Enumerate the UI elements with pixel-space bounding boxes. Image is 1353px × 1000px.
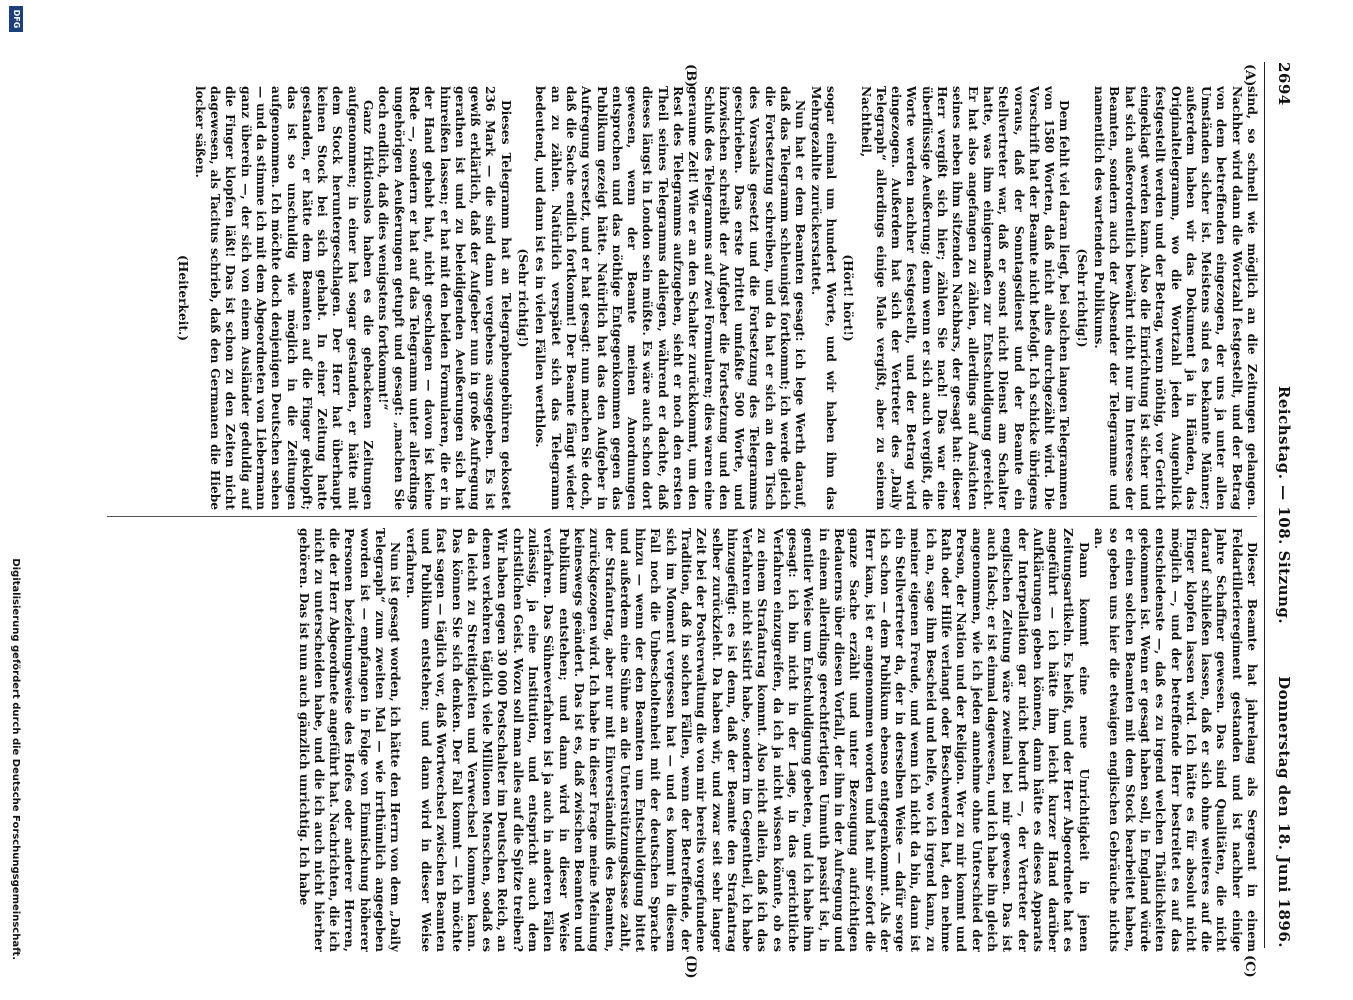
paragraph: Nun hat er dem Beamten gesagt: ich lege Werth darauf, daß das Telegramm schleunigst fortkommt; ich werde gleich die Fortsetzung schreiben, und da hat er sich an den Tisch des Vorsaals gesetzt und die Fortsetzung des Telegramms geschrieben. Das erste Drittel umfaßte 500 Worte, und inzwischen schreibt der Aufgeber die Fortsetzung und den Schluß des Telegramms auf zwei Formularen; dies waren eine geraume Zeit! Wie er an den Schalter zurückkommt, um den Rest des Telegramms aufzugeben, sieht er noch den ersten Theil seines Telegramms daliegen, während er dachte, daß dieses längst in London sein müßte. Es wäre auch schon dort gewesen, wenn der Beamte meinen Anordnungen entsprochen und das nöthige Entgegenkommen gegen das Publikum gezeigt hätte. Natürlich hat das den Aufgeber in Aufregung versetzt, und er hat gesagt: nun machen Sie doch, daß die Sache endlich fortkommt! Der Beamte fängt wieder an zu zählen. Natürlich verspätet sich das Telegramm bedeutend, und dann ist es in vielen Fällen werthlos. — [533, 86, 808, 510]
page-title: Reichstag. — 108. Sitzung. — [1275, 385, 1293, 625]
paragraph: Dann kommt eine neue Unrichtigkeit in jenen Zeitungsartikeln. Es heißt, und der Herr Abgeordnete hat es angeführt — ich hätte ihm leicht kurzer Hand darüber Aufklärungen geben können, dann hätte es dieses Apparats der Interpellation gar nicht bedurft —, der Vertreter der englischen Zeitung wäre zweimal bei mir gewesen. Das ist auch falsch; er ist einmal dagewesen, und ich habe ihn gleich angenommen, wie ich jeden annehme ohne Unterschied der Person, der Nation und der Religion. Wer zu mir kommt und Rath oder Hilfe verlangt oder Beschwerden hat, den nehme ich an, sage ihm Bescheid und helfe, wo ich irgend kann, zu meiner eigenen Freude, und wenn ich nicht da bin, dann ist ein Stellvertreter da, der in derselben Weise — dafür sorge ich schon — dem Publikum ebenso entgegenkommt. Als der Herr kam, ist er angenommen worden und hat mir sofort die ganze Sache erzählt und unter Bezeugung aufrichtigen Bedauerns über diesen Vorfall, der ihm in der Aufregung und in einem allerdings gerechtfertigten Unmuth passirt ist, in gentiler Weise um Entschuldigung gebeten, und ich habe ihm gesagt: ich bin nicht in der Lage, in das gerichtliche Verfahren einzugreifen, da ich ja nicht wissen könnte, ob es zu einem Strafantrag kommt. Also nicht allein, daß ich das Verfahren nicht sistirt habe, sondern im Gegentheil, ich habe hinzugefügt: es ist denn, daß der Beamte den Strafantrag selber zurückzieht. Da haben wir, und zwar seit sehr langer Zeit bei der Postverwaltung die von mir bereits vorgefundene Tradition, daß in solchen Fällen, wenn der Betreffende, der sich im Moment vergessen hat — und es kommt in diesem Fall noch die Unbescholtenheit mit der deutschen Sprache hinzu — wenn der den Beamten um Entschuldigung bittet und außerdem eine Sühne an die Unterstützungskasse zahlt, der Strafantrag, aber nur mit Einverständniß des Beamten, zurückgezogen wird. Ich habe in dieser Frage meine Meinung keineswegs geändert. Das ist es, daß zwischen Beamten und Publikum entstehen; und dann wird in dieser Weise verfahren. Das Sühneverfahren ist ja auch in anderen Fällen zulässig, ja eine Institution, und entspricht auch dem christlichen Geist. Wozu soll man alles auf die Spitze treiben? Wir haben gegen 30 000 Postschalter im Deutschen Reich, an denen verkehren täglich viele Millionen Menschen, sodaß es da leicht zu Streitigkeiten und Verwechsel kommen kann. Das können Sie sich denken. Der Fall kommt — ich möchte fast sagen — täglich vor, daß Wortwechsel zwischen Beamten und Publikum entstehen; und dann wird in dieser Weise verfahren. — [403, 528, 1091, 952]
interjection: (Heiterkeit.) — [175, 255, 190, 341]
digitization-credit — [7, 0, 23, 1000]
right-text-column — [79, 528, 1259, 952]
interjection: (Sehr richtig!) — [1074, 248, 1089, 348]
paragraph: Dem fehlt viel daran liegt, bei solchen langen Telegrammen von 1580 Worten, daß nicht alles durchgezählt wird. Die Vorschrift hat der Beamte nicht befolgt. Ich schicke übrigens voraus, daß der Sonntagsdienst und der Beamte ein Stellvertreter war, daß er sonst nicht Dienst am Schalter hatte, was ihm einigermaßen zur Entschuldigung gereicht. Er hat also angefangen zu zählen, allerdings auf Ansichten seines neben ihm sitzenden Nachbars, der gesagt hat: dieser Herr vergißt sich hier; zählen Sie nach! Das war eine überflüssige Aeußerung; denn wenn er sich auch vergißt, die Worte werden nachher festgestellt, und der Betrag wird eingezogen. Außerdem hat sich der Vertreter des „Daily Telegraph“ allerdings einige Male vergißt, aber zu seinem Nachtheil, — [858, 86, 1072, 510]
paragraph: Dieser Beamte hat jahrelang als Sergeant in einem Feldartillerieregiment gestanden und ist nachher einige Jahre Schaffner gewesen. Das sind Qualitäten, die nicht darauf schließen lassen, daß er sich ohne weiteres auf die Finger klopfen lassen wird. Ich hätte es für absolut nicht möglich —, und der betreffende Herr bestreitet es auf das entschiedenste —, daß es zu irgend welchen Thätlichkeiten gekommen ist. Wenn er gesagt haben soll, in England würde er einen solchen Beamten mit dem Stock bearbeitet haben, so geben uns hier die etwaigen englischen Gebräuche nichts an. — [1092, 528, 1259, 952]
paragraph: Nun ist gesagt worden, ich hätte den Herrn von dem „Daily Telegraph“ zum zweiten Mal — wie irrthümlich angegeben worden ist — empfangen in Folge von Einmischung höherer Personen beziehungsweise des Hofes oder anderer Herren, die der Herr Abgeordnete angeführt hat. Nachrichten, die ich nicht zu unterscheiden habe, und die ich auch nicht hierher gehören. Das ist nun auch gänzlich unrichtig. Ich habe — [296, 528, 403, 952]
paragraph: sind, so schnell wie möglich an die Zeitungen gelangen. Nachher wird dann die Wortzahl festgestellt, und der Betrag von dem betreffenden eingezogen, der uns ja unter allen Umständen sicher ist. Meistens sind es bekannte Männer; außerdem haben wir das Dokument ja in Händen, das Originaltelegramm, wo die Wortzahl jeden Augenblick festgestellt werden und der Betrag, wenn nöthig, vor Gericht eingeklagt werden kann. Also die Einrichtung ist sicher und hat sich außerordentlich bewährt nicht nur im Interesse der Beamten, sondern auch der Absender der Telegramme und namentlich des wartenden Publikums. — [1092, 86, 1259, 510]
margin-marker-c: (C) — [1242, 955, 1257, 978]
margin-marker-b: (B) — [683, 64, 698, 88]
header-rule — [1264, 62, 1265, 948]
page-number: 2694 — [1275, 62, 1293, 106]
interjection: (Hört! hört!) — [841, 254, 856, 342]
dfg-logo: DFG — [9, 6, 23, 32]
interjection: (Sehr richtig!) — [516, 248, 531, 348]
column-divider — [107, 516, 1257, 517]
page-header — [1267, 62, 1293, 948]
margin-marker-a: (A) — [1242, 64, 1257, 87]
left-text-column — [79, 86, 1259, 510]
paragraph: Dieses Telegramm hat an Telegraphengebühren gekostet 236 Mark — die sind dann vergebens ausgegeben. Es ist gewiß erklärlich, daß der Aufgeber nun in große Aufregung gerathen ist und zu beleidigenden Aeußerungen sich hat hinreißen lassen; er hat mit den beiden Formularen, die er in der Hand gehabt hat, nicht geschlagen — davon ist keine Rede —, sondern er hat auf das Telegramm unter allerdings ungehörigen Aeußerungen getupft und gesagt: „machen Sie doch endlich, daß dies wenigstens fortkommt!“ — [376, 86, 513, 510]
margin-marker-d: (D) — [683, 955, 698, 979]
paragraph: sogar einmal um hundert Worte, und wir haben ihm das Mehrgezahlte zurückerstattet. — [808, 86, 838, 510]
paragraph: Ganz friktionslos haben es die gebackenen Zeitungen aufgenommen; in einer hat sogar gestanden, er hätte mit dem Stock heruntergeschlagen. Der Herr hat überhaupt keinen Stock bei sich gehabt. In einer Zeitung hatte gestanden, er hätte dem Beamten auf die Finger geklopft; das ist so unschuldig wie möglich in die Zeitungen aufgenommen. Ich möchte doch denjenigen Deutschen sehen — und da stimme ich mit dem Abgeordneten von Liebermann ganz überein —, der sich von einem Ausländer geduldig auf die Finger klopfen läßt! Das ist schon zu den Zeiten nicht dagewesen, als Tacitus schrieb, daß den Germanen die Hiebe locker säßen. — [192, 86, 376, 510]
credit-text: Digitalisierung gefördert durch die Deutsche Forschungsgemeinschaft. — [10, 558, 21, 960]
session-date: Donnerstag den 18. Juni 1896. — [1275, 676, 1293, 948]
